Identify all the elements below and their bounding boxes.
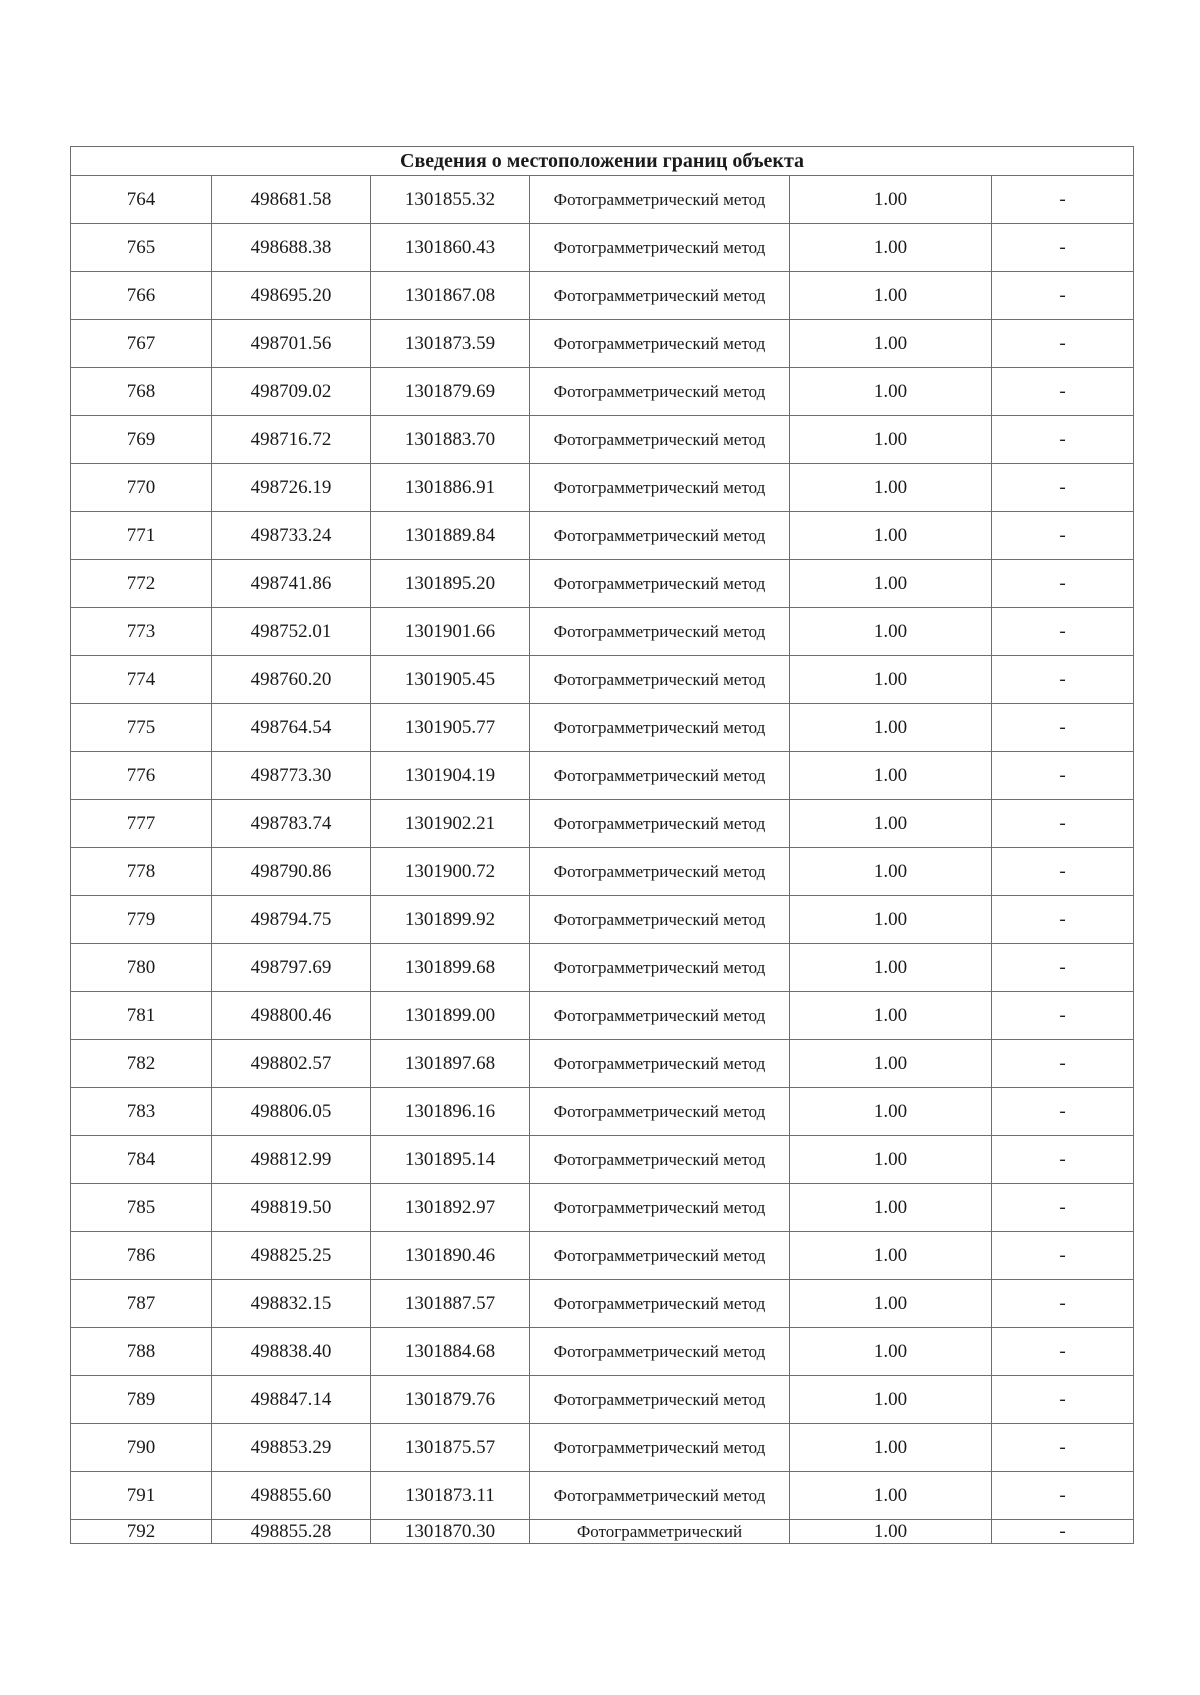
method-cell: Фотограмметрический метод — [530, 416, 790, 464]
method-cell: Фотограмметрический метод — [530, 560, 790, 608]
method-cell: Фотограмметрический метод — [530, 1136, 790, 1184]
note-cell: - — [992, 560, 1134, 608]
table-row — [71, 1088, 1134, 1136]
y-coordinate-cell: 1301902.21 — [371, 800, 530, 848]
table-row — [71, 560, 1134, 608]
method-cell: Фотограмметрический метод — [530, 464, 790, 512]
y-coordinate-cell: 1301886.91 — [371, 464, 530, 512]
table-row — [71, 368, 1134, 416]
note-cell: - — [992, 992, 1134, 1040]
x-coordinate-cell: 498681.58 — [212, 176, 371, 224]
x-coordinate-cell: 498838.40 — [212, 1328, 371, 1376]
point-number-cell: 791 — [71, 1472, 212, 1520]
x-coordinate-cell: 498752.01 — [212, 608, 371, 656]
accuracy-cell: 1.00 — [790, 848, 992, 896]
table-row — [71, 1520, 1134, 1544]
x-coordinate-cell: 498847.14 — [212, 1376, 371, 1424]
x-coordinate-cell: 498797.69 — [212, 944, 371, 992]
point-number-cell: 792 — [71, 1520, 212, 1544]
point-number-cell: 768 — [71, 368, 212, 416]
point-number-cell: 773 — [71, 608, 212, 656]
point-number-cell: 785 — [71, 1184, 212, 1232]
accuracy-cell: 1.00 — [790, 608, 992, 656]
method-cell: Фотограмметрический метод — [530, 1040, 790, 1088]
y-coordinate-cell: 1301895.14 — [371, 1136, 530, 1184]
table-title: Сведения о местоположении границ объекта — [71, 147, 1134, 176]
method-cell: Фотограмметрический метод — [530, 1328, 790, 1376]
note-cell: - — [992, 1040, 1134, 1088]
point-number-cell: 775 — [71, 704, 212, 752]
point-number-cell: 783 — [71, 1088, 212, 1136]
y-coordinate-cell: 1301879.69 — [371, 368, 530, 416]
y-coordinate-cell: 1301904.19 — [371, 752, 530, 800]
accuracy-cell: 1.00 — [790, 1280, 992, 1328]
accuracy-cell: 1.00 — [790, 1328, 992, 1376]
point-number-cell: 771 — [71, 512, 212, 560]
point-number-cell: 766 — [71, 272, 212, 320]
y-coordinate-cell: 1301884.68 — [371, 1328, 530, 1376]
x-coordinate-cell: 498764.54 — [212, 704, 371, 752]
point-number-cell: 786 — [71, 1232, 212, 1280]
note-cell: - — [992, 1328, 1134, 1376]
x-coordinate-cell: 498794.75 — [212, 896, 371, 944]
x-coordinate-cell: 498688.38 — [212, 224, 371, 272]
x-coordinate-cell: 498832.15 — [212, 1280, 371, 1328]
y-coordinate-cell: 1301896.16 — [371, 1088, 530, 1136]
y-coordinate-cell: 1301892.97 — [371, 1184, 530, 1232]
method-cell: Фотограмметрический — [530, 1520, 790, 1544]
method-cell: Фотограмметрический метод — [530, 704, 790, 752]
x-coordinate-cell: 498733.24 — [212, 512, 371, 560]
method-cell: Фотограмметрический метод — [530, 896, 790, 944]
note-cell: - — [992, 320, 1134, 368]
accuracy-cell: 1.00 — [790, 800, 992, 848]
y-coordinate-cell: 1301879.76 — [371, 1376, 530, 1424]
note-cell: - — [992, 752, 1134, 800]
point-number-cell: 774 — [71, 656, 212, 704]
accuracy-cell: 1.00 — [790, 656, 992, 704]
x-coordinate-cell: 498853.29 — [212, 1424, 371, 1472]
note-cell: - — [992, 176, 1134, 224]
note-cell: - — [992, 464, 1134, 512]
y-coordinate-cell: 1301867.08 — [371, 272, 530, 320]
note-cell: - — [992, 1184, 1134, 1232]
y-coordinate-cell: 1301899.68 — [371, 944, 530, 992]
note-cell: - — [992, 896, 1134, 944]
table-row — [71, 1472, 1134, 1520]
accuracy-cell: 1.00 — [790, 272, 992, 320]
point-number-cell: 778 — [71, 848, 212, 896]
method-cell: Фотограмметрический метод — [530, 512, 790, 560]
y-coordinate-cell: 1301855.32 — [371, 176, 530, 224]
y-coordinate-cell: 1301889.84 — [371, 512, 530, 560]
method-cell: Фотограмметрический метод — [530, 320, 790, 368]
table-row — [71, 1280, 1134, 1328]
table-row — [71, 1328, 1134, 1376]
accuracy-cell: 1.00 — [790, 320, 992, 368]
method-cell: Фотограмметрический метод — [530, 1184, 790, 1232]
method-cell: Фотограмметрический метод — [530, 944, 790, 992]
y-coordinate-cell: 1301873.11 — [371, 1472, 530, 1520]
x-coordinate-cell: 498741.86 — [212, 560, 371, 608]
method-cell: Фотограмметрический метод — [530, 1232, 790, 1280]
table-body — [71, 147, 1134, 1544]
method-cell: Фотограмметрический метод — [530, 224, 790, 272]
boundary-coordinates-table — [70, 146, 1134, 1544]
table-row — [71, 704, 1134, 752]
note-cell: - — [992, 608, 1134, 656]
point-number-cell: 789 — [71, 1376, 212, 1424]
y-coordinate-cell: 1301897.68 — [371, 1040, 530, 1088]
note-cell: - — [992, 224, 1134, 272]
accuracy-cell: 1.00 — [790, 704, 992, 752]
y-coordinate-cell: 1301899.92 — [371, 896, 530, 944]
table-row — [71, 320, 1134, 368]
point-number-cell: 769 — [71, 416, 212, 464]
table-row — [71, 848, 1134, 896]
table-row — [71, 752, 1134, 800]
point-number-cell: 767 — [71, 320, 212, 368]
x-coordinate-cell: 498726.19 — [212, 464, 371, 512]
note-cell: - — [992, 1136, 1134, 1184]
x-coordinate-cell: 498812.99 — [212, 1136, 371, 1184]
x-coordinate-cell: 498802.57 — [212, 1040, 371, 1088]
table-row — [71, 800, 1134, 848]
x-coordinate-cell: 498855.28 — [212, 1520, 371, 1544]
note-cell: - — [992, 704, 1134, 752]
x-coordinate-cell: 498695.20 — [212, 272, 371, 320]
note-cell: - — [992, 848, 1134, 896]
method-cell: Фотограмметрический метод — [530, 1424, 790, 1472]
accuracy-cell: 1.00 — [790, 560, 992, 608]
y-coordinate-cell: 1301905.45 — [371, 656, 530, 704]
point-number-cell: 764 — [71, 176, 212, 224]
y-coordinate-cell: 1301890.46 — [371, 1232, 530, 1280]
note-cell: - — [992, 512, 1134, 560]
y-coordinate-cell: 1301900.72 — [371, 848, 530, 896]
x-coordinate-cell: 498709.02 — [212, 368, 371, 416]
point-number-cell: 765 — [71, 224, 212, 272]
point-number-cell: 788 — [71, 1328, 212, 1376]
method-cell: Фотограмметрический метод — [530, 1376, 790, 1424]
point-number-cell: 777 — [71, 800, 212, 848]
table-row — [71, 656, 1134, 704]
table-row — [71, 1424, 1134, 1472]
point-number-cell: 782 — [71, 1040, 212, 1088]
table-row — [71, 1184, 1134, 1232]
method-cell: Фотограмметрический метод — [530, 368, 790, 416]
table-row — [71, 1136, 1134, 1184]
table-row — [71, 992, 1134, 1040]
accuracy-cell: 1.00 — [790, 1184, 992, 1232]
y-coordinate-cell: 1301875.57 — [371, 1424, 530, 1472]
method-cell: Фотограмметрический метод — [530, 608, 790, 656]
y-coordinate-cell: 1301870.30 — [371, 1520, 530, 1544]
point-number-cell: 790 — [71, 1424, 212, 1472]
method-cell: Фотограмметрический метод — [530, 176, 790, 224]
accuracy-cell: 1.00 — [790, 176, 992, 224]
table-row — [71, 512, 1134, 560]
method-cell: Фотограмметрический метод — [530, 1088, 790, 1136]
table-row — [71, 224, 1134, 272]
accuracy-cell: 1.00 — [790, 1472, 992, 1520]
table-row — [71, 272, 1134, 320]
point-number-cell: 780 — [71, 944, 212, 992]
table-row — [71, 176, 1134, 224]
point-number-cell: 772 — [71, 560, 212, 608]
accuracy-cell: 1.00 — [790, 992, 992, 1040]
note-cell: - — [992, 1280, 1134, 1328]
method-cell: Фотограмметрический метод — [530, 848, 790, 896]
point-number-cell: 779 — [71, 896, 212, 944]
accuracy-cell: 1.00 — [790, 368, 992, 416]
accuracy-cell: 1.00 — [790, 512, 992, 560]
note-cell: - — [992, 368, 1134, 416]
note-cell: - — [992, 1520, 1134, 1544]
method-cell: Фотограмметрический метод — [530, 1472, 790, 1520]
accuracy-cell: 1.00 — [790, 944, 992, 992]
y-coordinate-cell: 1301887.57 — [371, 1280, 530, 1328]
accuracy-cell: 1.00 — [790, 752, 992, 800]
accuracy-cell: 1.00 — [790, 1424, 992, 1472]
method-cell: Фотограмметрический метод — [530, 1280, 790, 1328]
note-cell: - — [992, 1088, 1134, 1136]
x-coordinate-cell: 498790.86 — [212, 848, 371, 896]
accuracy-cell: 1.00 — [790, 896, 992, 944]
x-coordinate-cell: 498800.46 — [212, 992, 371, 1040]
table-row — [71, 464, 1134, 512]
table-row — [71, 944, 1134, 992]
x-coordinate-cell: 498783.74 — [212, 800, 371, 848]
table-row — [71, 416, 1134, 464]
method-cell: Фотограмметрический метод — [530, 656, 790, 704]
table-row — [71, 608, 1134, 656]
method-cell: Фотограмметрический метод — [530, 272, 790, 320]
x-coordinate-cell: 498773.30 — [212, 752, 371, 800]
method-cell: Фотограмметрический метод — [530, 992, 790, 1040]
accuracy-cell: 1.00 — [790, 1376, 992, 1424]
point-number-cell: 787 — [71, 1280, 212, 1328]
method-cell: Фотограмметрический метод — [530, 752, 790, 800]
y-coordinate-cell: 1301873.59 — [371, 320, 530, 368]
note-cell: - — [992, 944, 1134, 992]
note-cell: - — [992, 1232, 1134, 1280]
table-row — [71, 1376, 1134, 1424]
accuracy-cell: 1.00 — [790, 464, 992, 512]
table-title-row — [71, 147, 1134, 176]
note-cell: - — [992, 416, 1134, 464]
x-coordinate-cell: 498825.25 — [212, 1232, 371, 1280]
accuracy-cell: 1.00 — [790, 1520, 992, 1544]
x-coordinate-cell: 498760.20 — [212, 656, 371, 704]
y-coordinate-cell: 1301899.00 — [371, 992, 530, 1040]
table-row — [71, 1040, 1134, 1088]
table-row — [71, 1232, 1134, 1280]
y-coordinate-cell: 1301883.70 — [371, 416, 530, 464]
point-number-cell: 784 — [71, 1136, 212, 1184]
x-coordinate-cell: 498701.56 — [212, 320, 371, 368]
y-coordinate-cell: 1301905.77 — [371, 704, 530, 752]
x-coordinate-cell: 498716.72 — [212, 416, 371, 464]
point-number-cell: 781 — [71, 992, 212, 1040]
table-row — [71, 896, 1134, 944]
method-cell: Фотограмметрический метод — [530, 800, 790, 848]
note-cell: - — [992, 1424, 1134, 1472]
x-coordinate-cell: 498855.60 — [212, 1472, 371, 1520]
point-number-cell: 776 — [71, 752, 212, 800]
x-coordinate-cell: 498819.50 — [212, 1184, 371, 1232]
note-cell: - — [992, 1472, 1134, 1520]
accuracy-cell: 1.00 — [790, 1040, 992, 1088]
accuracy-cell: 1.00 — [790, 416, 992, 464]
note-cell: - — [992, 272, 1134, 320]
accuracy-cell: 1.00 — [790, 1232, 992, 1280]
point-number-cell: 770 — [71, 464, 212, 512]
note-cell: - — [992, 1376, 1134, 1424]
y-coordinate-cell: 1301895.20 — [371, 560, 530, 608]
accuracy-cell: 1.00 — [790, 1088, 992, 1136]
y-coordinate-cell: 1301901.66 — [371, 608, 530, 656]
x-coordinate-cell: 498806.05 — [212, 1088, 371, 1136]
y-coordinate-cell: 1301860.43 — [371, 224, 530, 272]
accuracy-cell: 1.00 — [790, 1136, 992, 1184]
note-cell: - — [992, 656, 1134, 704]
note-cell: - — [992, 800, 1134, 848]
accuracy-cell: 1.00 — [790, 224, 992, 272]
